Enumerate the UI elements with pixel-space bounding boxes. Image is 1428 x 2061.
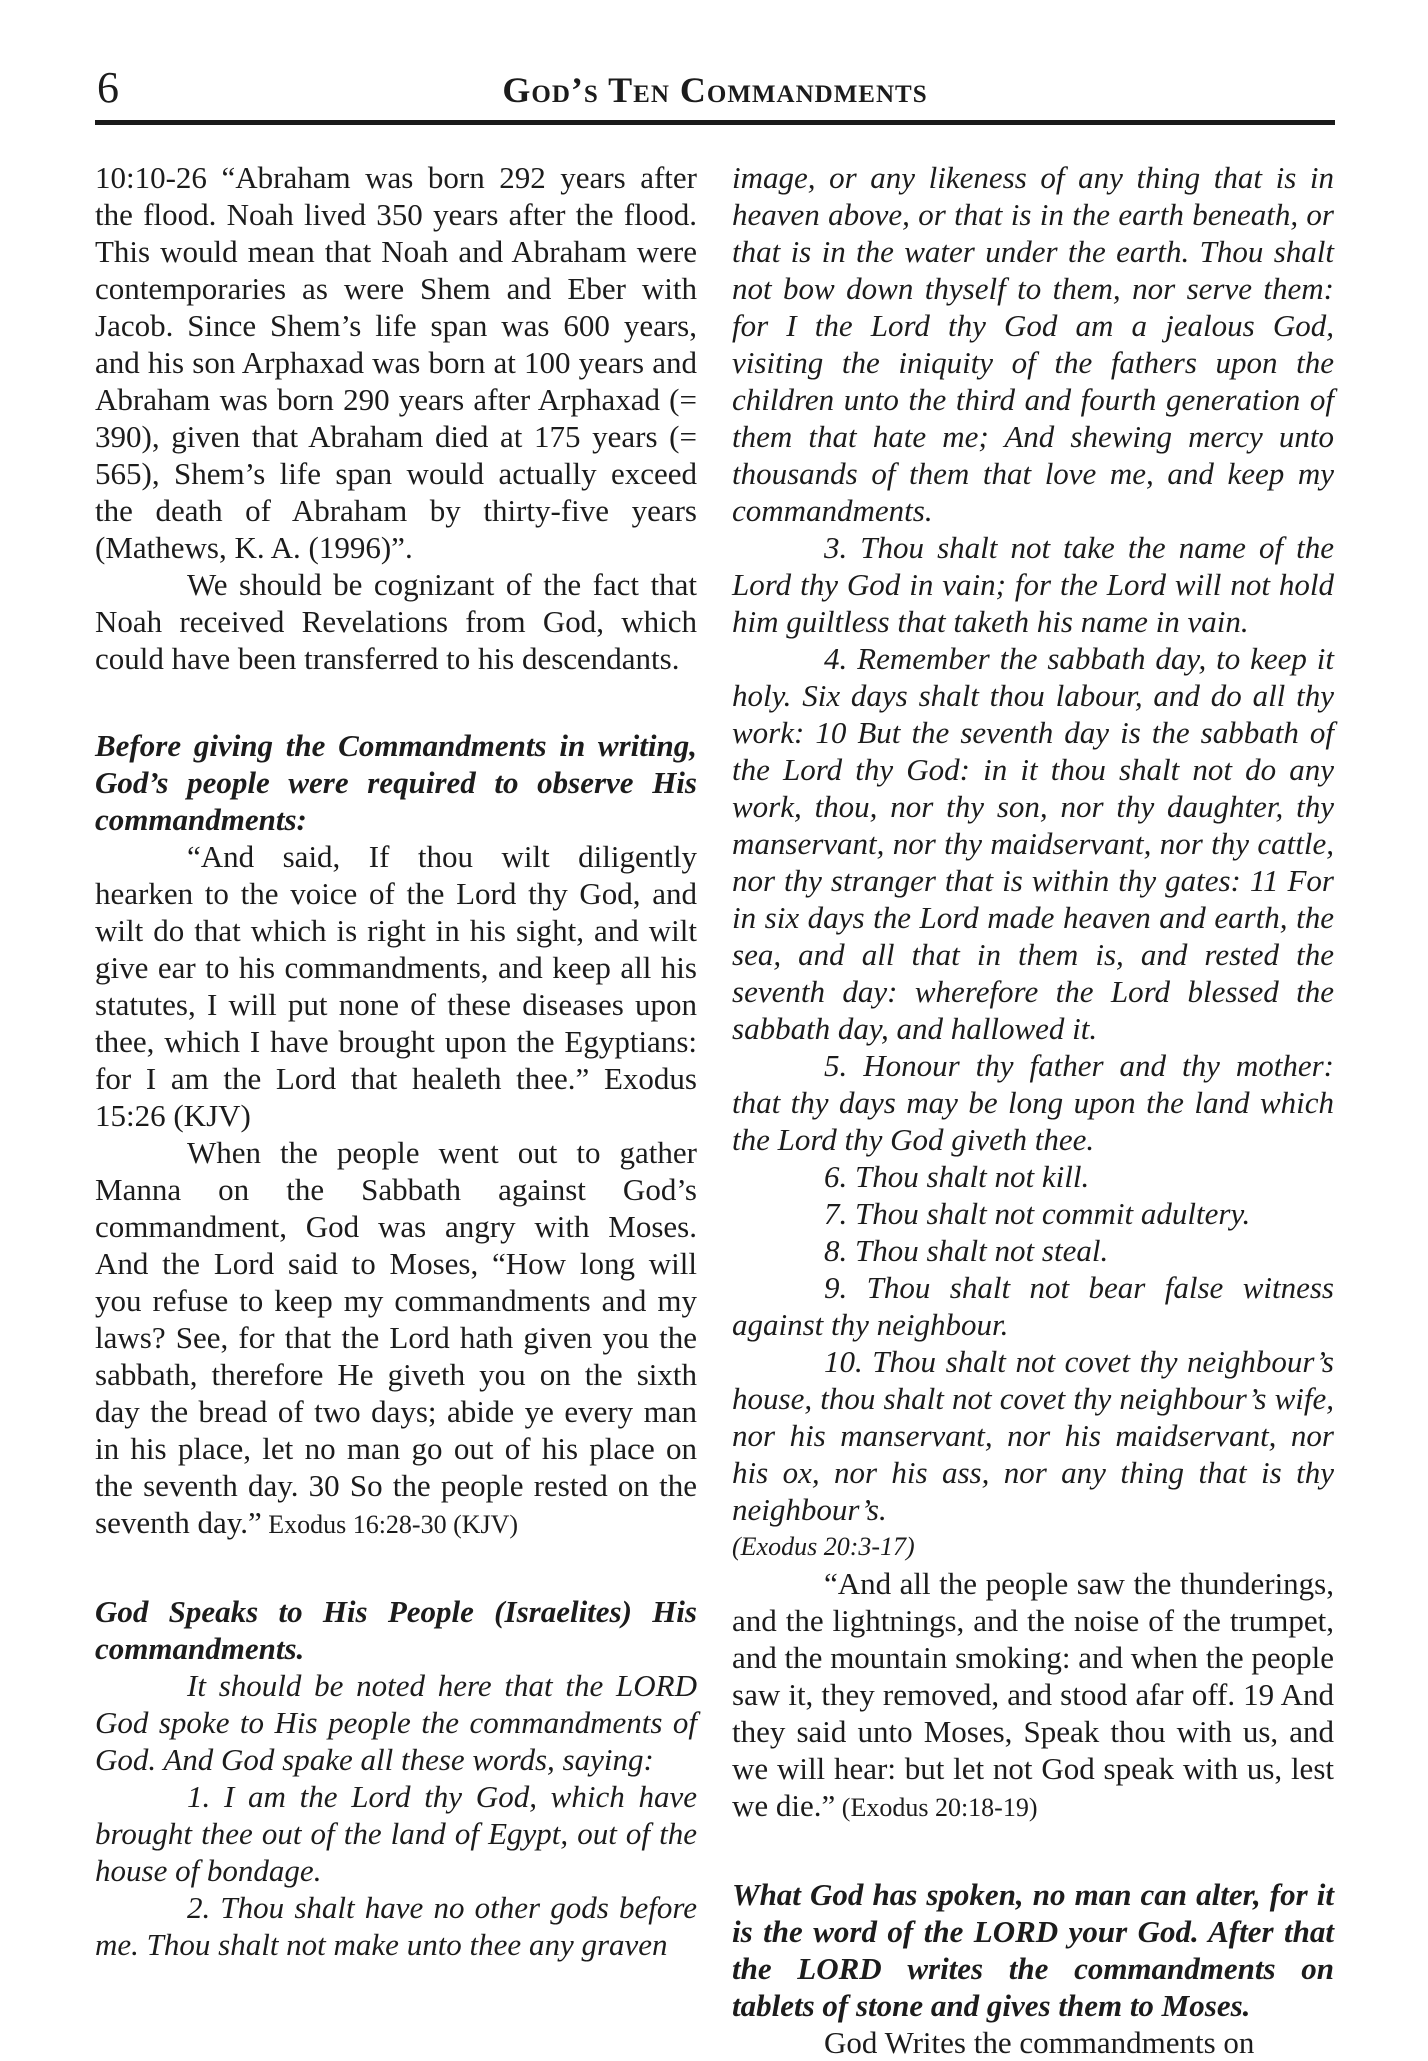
paragraph [732, 1565, 1334, 1826]
commandment-paragraph: 1. I am the Lord thy God, which have brought thee out of the land of Egypt, out of the house of bondage. [95, 1779, 697, 1888]
section-heading: God Speaks to His People (Israelites) His commandments. [95, 1594, 697, 1666]
commandment-paragraph: 3. Thou shalt not take the name of the Lord thy God in vain; for the Lord will not hold him guiltless that taketh his name in vain. [732, 530, 1334, 639]
commandment-paragraph: 6. Thou shalt not kill. [824, 1159, 1090, 1194]
commandment-paragraph: 10. Thou shalt not covet thy neighbour’s house, thou shalt not covet thy neighbour’s wife, nor his manservant, nor his maidservant, nor his ox, nor his ass, nor any thing that is thy neighbour’s. [732, 1344, 1334, 1527]
commandment-paragraph: 2. Thou shalt have no other gods before me. Thou shalt not make unto thee any graven [95, 1890, 697, 1962]
commandment-paragraph: 4. Remember the sabbath day, to keep it holy. Six days shalt thou labour, and do all thy work: 10 But the seventh day is the sabbath of the Lord thy God: in it thou shalt not do any work, thou, nor thy son, nor thy daughter, thy manservant, nor thy maidservant, nor thy cattle, nor thy stranger that is within thy gates: 11 For in six days the Lord made heaven and earth, the sea, and all that in them is, and rested the seventh day: wherefore the Lord blessed the sabbath day, and hallowed it. [732, 641, 1334, 1046]
section-heading: What God has spoken, no man can alter, for it is the word of the LORD your God. After that the LORD writes the commandments on tablets of stone and gives them to Moses. [732, 1877, 1334, 2023]
left-column [95, 159, 697, 2061]
commandment-paragraph: image, or any likeness of any thing that is in heaven above, or that is in the earth beneath, or that is in the water under the earth. Thou shalt not bow down thyself to them, nor serve them: for I the Lord thy God am a jealous God, visiting the iniquity of the fathers upon the children unto the third and fourth generation of them that hate me; And shewing mercy unto thousands of them that love me, and keep my commandments. [732, 160, 1334, 528]
paragraph: God Writes the commandments on [824, 2025, 1255, 2060]
paragraph [95, 1134, 697, 1543]
page-header [95, 48, 1335, 110]
commandment-paragraph: 9. Thou shalt not bear false witness against thy neighbour. [732, 1270, 1334, 1342]
commandment-paragraph: 7. Thou shalt not commit adultery. [824, 1196, 1251, 1231]
quote-text: When the people went out to gather Manna on the Sabbath against God’s commandment, God was angry with Moses. And the Lord said to Moses, “How long will you refuse to keep my commandments and my laws? See, for that the Lord hath given you the sabbath, therefore He giveth you on the sixth day the bread of two days; abide ye every man in his place, let no man go out of his place on the seventh day. 30 So the people rested on the seventh day.” [95, 1135, 697, 1540]
scripture-citation: (Exodus 20:3-17) [732, 1532, 915, 1561]
text-columns [95, 159, 1335, 2061]
page-number: 6 [97, 63, 119, 112]
paragraph: It should be noted here that the LORD God spoke to His people the commandments of God. And God spake all these words, saying: [95, 1668, 697, 1777]
header-rule [95, 120, 1335, 125]
paragraph: 10:10-26 “Abraham was born 292 years after the flood. Noah lived 350 years after the flood. This would mean that Noah and Abraham were contemporaries as were Shem and Eber with Jacob. Since Shem’s life span was 600 years, and his son Arphaxad was born at 100 years and Abraham was born 290 years after Arphaxad (= 390), given that Abraham died at 175 years (= 565), Shem’s life span would actually exceed the death of Abraham by thirty-five years (Mathews, K. A. (1996)”. [95, 160, 697, 565]
page-title: God’s Ten Commandments [502, 70, 928, 110]
scripture-citation: Exodus 16:28-30 (KJV) [261, 1510, 519, 1539]
commandment-paragraph: 5. Honour thy father and thy mother: that thy days may be long upon the land which the Lord thy God giveth thee. [732, 1048, 1334, 1157]
quote-text: “And all the people saw the thunderings, and the lightnings, and the noise of the trumpet, and the mountain smoking: and when the people saw it, they removed, and stood afar off. 19 And they said unto Moses, Speak thou with us, and we will hear: but let not God speak with us, lest we die.” [732, 1566, 1334, 1823]
scripture-citation: (Exodus 20:18-19) [835, 1793, 1038, 1822]
commandment-paragraph: 8. Thou shalt not steal. [824, 1233, 1109, 1268]
section-heading: Before giving the Commandments in writing, God’s people were required to observe His commandments: [95, 728, 697, 837]
paragraph: We should be cognizant of the fact that Noah received Revelations from God, which could have been transferred to his descendants. [95, 567, 697, 676]
right-column [732, 159, 1334, 2061]
paragraph: “And said, If thou wilt diligently hearken to the voice of the Lord thy God, and wilt do that which is right in his sight, and wilt give ear to his commandments, and keep all his statutes, I will put none of these diseases upon thee, which I have brought upon the Egyptians: for I am the Lord that healeth thee.” Exodus 15:26 (KJV) [95, 839, 697, 1133]
